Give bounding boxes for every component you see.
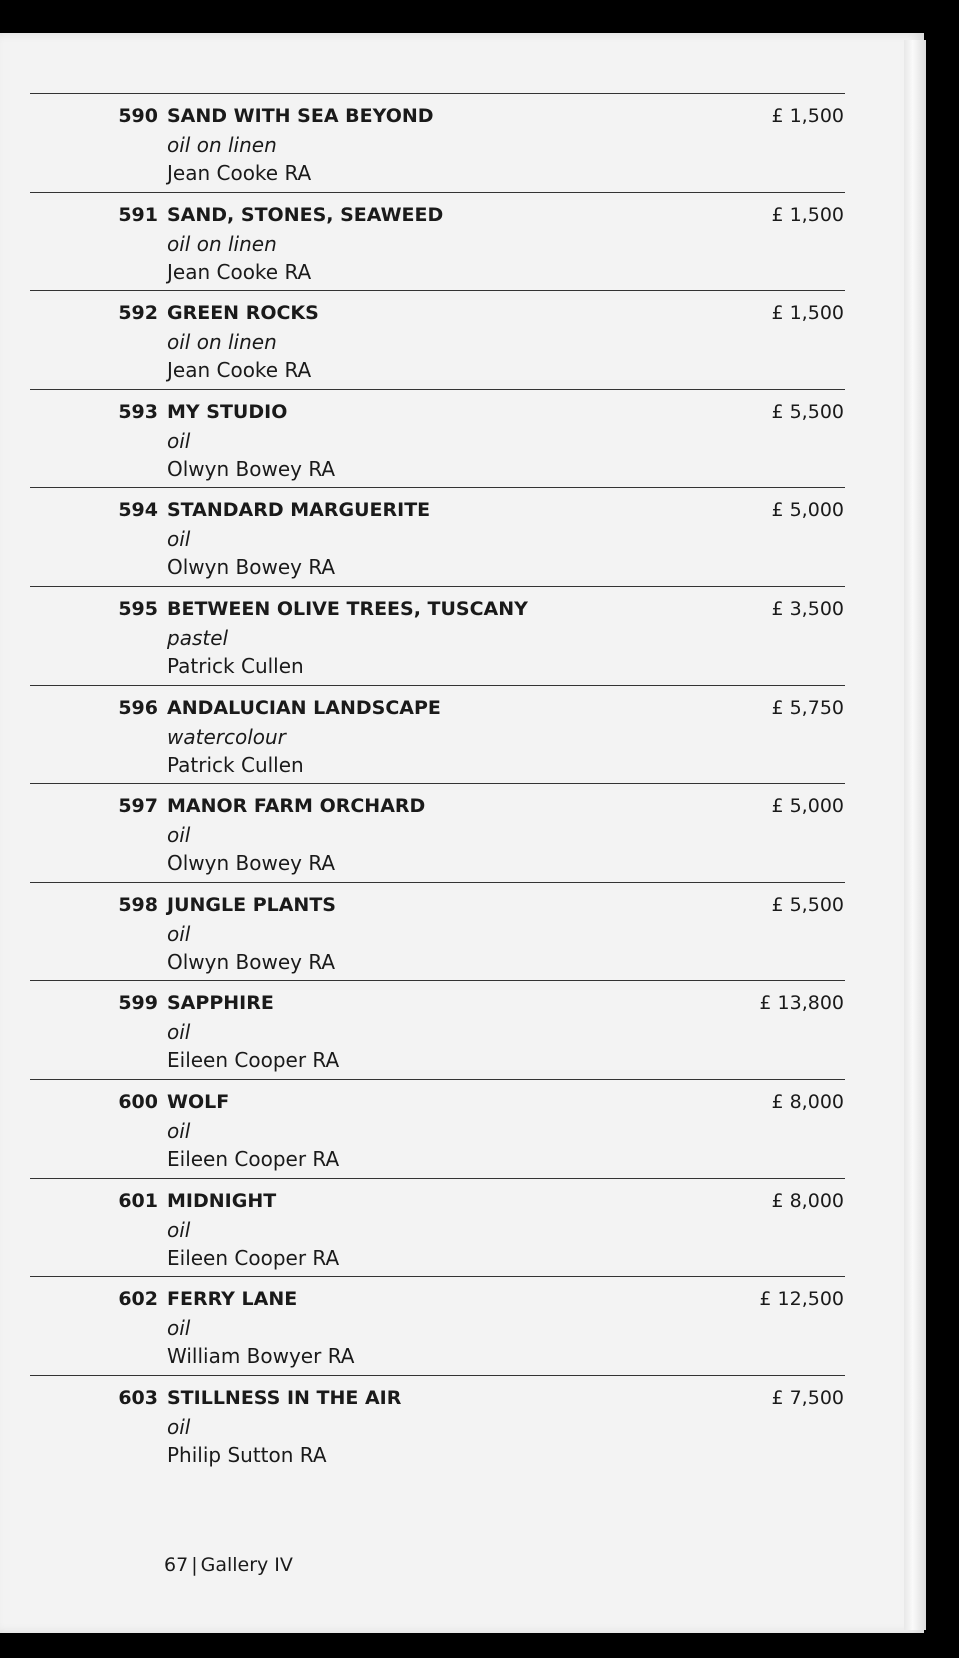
- entry-price: £ 5,500: [771, 401, 844, 423]
- catalogue-entry: [0, 1079, 924, 1177]
- entry-price: £ 5,000: [771, 499, 844, 521]
- entry-number: 594: [118, 499, 158, 521]
- entry-price: £ 5,500: [771, 894, 844, 916]
- entry-medium: watercolour: [167, 725, 286, 749]
- entry-divider: [30, 290, 845, 291]
- entry-divider: [30, 685, 845, 686]
- entry-artist: Olwyn Bowey RA: [167, 851, 336, 875]
- catalogue-entry: [0, 783, 924, 881]
- entry-medium: oil: [167, 1316, 191, 1340]
- entry-number: 593: [118, 401, 158, 423]
- entry-divider: [30, 1079, 845, 1080]
- entry-artist: William Bowyer RA: [167, 1344, 355, 1368]
- catalogue-entry: [0, 192, 924, 290]
- entry-medium: oil on linen: [167, 330, 277, 354]
- entry-number: 603: [118, 1387, 158, 1409]
- entry-title: SAND WITH SEA BEYOND: [167, 105, 434, 127]
- entry-price: £ 5,000: [771, 795, 844, 817]
- entry-number: 601: [118, 1190, 158, 1212]
- entry-divider: [30, 389, 845, 390]
- entry-title: FERRY LANE: [167, 1288, 298, 1310]
- entry-artist: Eileen Cooper RA: [167, 1246, 340, 1270]
- catalogue-entry: [0, 882, 924, 980]
- entry-title: GREEN ROCKS: [167, 302, 319, 324]
- entry-title: STILLNESS IN THE AIR: [167, 1387, 402, 1409]
- entry-artist: Eileen Cooper RA: [167, 1147, 340, 1171]
- entry-title: MANOR FARM ORCHARD: [167, 795, 426, 817]
- entry-title: SAND, STONES, SEAWEED: [167, 204, 444, 226]
- catalogue-entry: [0, 685, 924, 783]
- entry-medium: oil: [167, 527, 191, 551]
- entry-price: £ 1,500: [771, 204, 844, 226]
- entry-divider: [30, 1375, 845, 1376]
- entry-medium: oil: [167, 1218, 191, 1242]
- entry-title: MY STUDIO: [167, 401, 288, 423]
- entry-number: 600: [118, 1091, 158, 1113]
- entry-divider: [30, 1178, 845, 1179]
- entry-price: £ 3,500: [771, 598, 844, 620]
- entry-artist: Patrick Cullen: [167, 654, 304, 678]
- entry-number: 598: [118, 894, 158, 916]
- entry-medium: oil: [167, 1415, 191, 1439]
- catalogue-entry: [0, 980, 924, 1078]
- entry-price: £ 12,500: [759, 1288, 844, 1310]
- catalogue-entry: [0, 1178, 924, 1276]
- entry-price: £ 8,000: [771, 1190, 844, 1212]
- catalogue-entry: [0, 487, 924, 585]
- entry-price: £ 13,800: [759, 992, 844, 1014]
- entry-title: JUNGLE PLANTS: [167, 894, 336, 916]
- entry-title: BETWEEN OLIVE TREES, TUSCANY: [167, 598, 528, 620]
- page-footer: [164, 1554, 293, 1576]
- entry-medium: oil: [167, 1119, 191, 1143]
- catalogue-entry: [0, 1375, 924, 1473]
- entry-divider: [30, 487, 845, 488]
- entry-divider: [30, 93, 845, 94]
- entry-artist: Jean Cooke RA: [167, 358, 312, 382]
- entry-artist: Olwyn Bowey RA: [167, 457, 336, 481]
- entry-title: WOLF: [167, 1091, 230, 1113]
- entry-number: 597: [118, 795, 158, 817]
- entry-artist: Jean Cooke RA: [167, 161, 312, 185]
- catalogue-entry: [0, 1276, 924, 1374]
- entry-number: 602: [118, 1288, 158, 1310]
- entry-title: STANDARD MARGUERITE: [167, 499, 431, 521]
- entry-artist: Philip Sutton RA: [167, 1443, 327, 1467]
- entry-divider: [30, 882, 845, 883]
- entry-artist: Eileen Cooper RA: [167, 1048, 340, 1072]
- catalogue-entry: [0, 93, 924, 191]
- catalogue-entry: [0, 586, 924, 684]
- entry-medium: oil: [167, 1020, 191, 1044]
- entry-price: £ 7,500: [771, 1387, 844, 1409]
- catalogue-entry: [0, 290, 924, 388]
- entry-divider: [30, 980, 845, 981]
- entry-artist: Olwyn Bowey RA: [167, 555, 336, 579]
- entry-price: £ 8,000: [771, 1091, 844, 1113]
- entry-medium: oil: [167, 823, 191, 847]
- entry-number: 596: [118, 697, 158, 719]
- footer-separator: |: [191, 1554, 198, 1576]
- entry-divider: [30, 783, 845, 784]
- entry-divider: [30, 1276, 845, 1277]
- page-number: 67: [164, 1554, 189, 1576]
- entry-number: 599: [118, 992, 158, 1014]
- entry-number: 592: [118, 302, 158, 324]
- catalogue-entry: [0, 389, 924, 487]
- entry-medium: pastel: [167, 626, 229, 650]
- entry-medium: oil on linen: [167, 232, 277, 256]
- entry-number: 590: [118, 105, 158, 127]
- entry-title: MIDNIGHT: [167, 1190, 277, 1212]
- entry-number: 595: [118, 598, 158, 620]
- section-name: Gallery IV: [200, 1554, 293, 1576]
- entry-artist: Jean Cooke RA: [167, 260, 312, 284]
- entry-price: £ 1,500: [771, 302, 844, 324]
- entry-medium: oil: [167, 429, 191, 453]
- entry-medium: oil: [167, 922, 191, 946]
- entry-title: SAPPHIRE: [167, 992, 274, 1014]
- entry-divider: [30, 586, 845, 587]
- entry-artist: Patrick Cullen: [167, 753, 304, 777]
- entry-medium: oil on linen: [167, 133, 277, 157]
- entry-price: £ 5,750: [771, 697, 844, 719]
- entry-artist: Olwyn Bowey RA: [167, 950, 336, 974]
- entry-number: 591: [118, 204, 158, 226]
- entry-price: £ 1,500: [771, 105, 844, 127]
- entry-title: ANDALUCIAN LANDSCAPE: [167, 697, 441, 719]
- entry-divider: [30, 192, 845, 193]
